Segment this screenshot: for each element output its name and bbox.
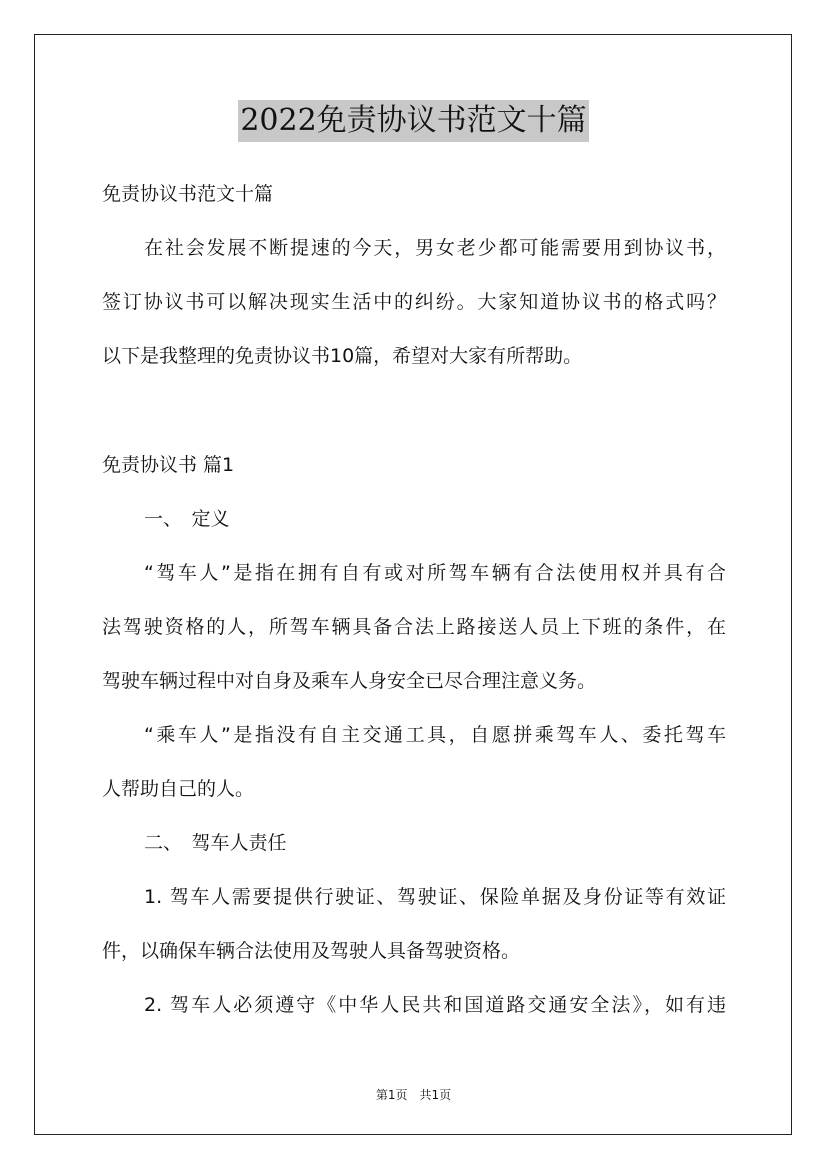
para1-line-1: “驾车人”是指在拥有自有或对所驾车辆有合法使用权并具有合 — [144, 562, 726, 584]
subtitle: 免责协议书范文十篇 — [102, 183, 274, 205]
para3-line-1: 1. 驾车人需要提供行驶证、驾驶证、保险单据及身份证等有效证 — [144, 886, 726, 908]
para4-line-1: 2. 驾车人必须遵守《中华人民共和国道路交通安全法》，如有违 — [144, 994, 726, 1016]
item1-heading: 一、 定义 — [144, 508, 230, 530]
document-title: 2022免责协议书范文十篇 — [238, 100, 588, 142]
title-wrap — [0, 100, 827, 142]
item2-heading: 二、 驾车人责任 — [144, 832, 287, 854]
intro-line-1: 在社会发展不断提速的今天，男女老少都可能需要用到协议书， — [144, 237, 726, 259]
section-heading: 免责协议书 篇1 — [102, 454, 235, 476]
para1-line-3: 驾驶车辆过程中对自身及乘车人身安全已尽合理注意义务。 — [102, 670, 597, 692]
para3-line-2: 件，以确保车辆合法使用及驾驶人具备驾驶资格。 — [102, 940, 521, 962]
intro-line-3: 以下是我整理的免责协议书10篇，希望对大家有所帮助。 — [102, 345, 583, 367]
para1-line-2: 法驾驶资格的人，所驾车辆具备合法上路接送人员上下班的条件，在 — [102, 616, 726, 638]
intro-line-2: 签订协议书可以解决现实生活中的纠纷。大家知道协议书的格式吗？ — [102, 291, 726, 313]
para2-line-1: “乘车人”是指没有自主交通工具，自愿拼乘驾车人、委托驾车 — [144, 724, 726, 746]
page-footer: 第1页 共1页 — [375, 1088, 452, 1102]
para2-line-2: 人帮助自己的人。 — [102, 778, 255, 800]
